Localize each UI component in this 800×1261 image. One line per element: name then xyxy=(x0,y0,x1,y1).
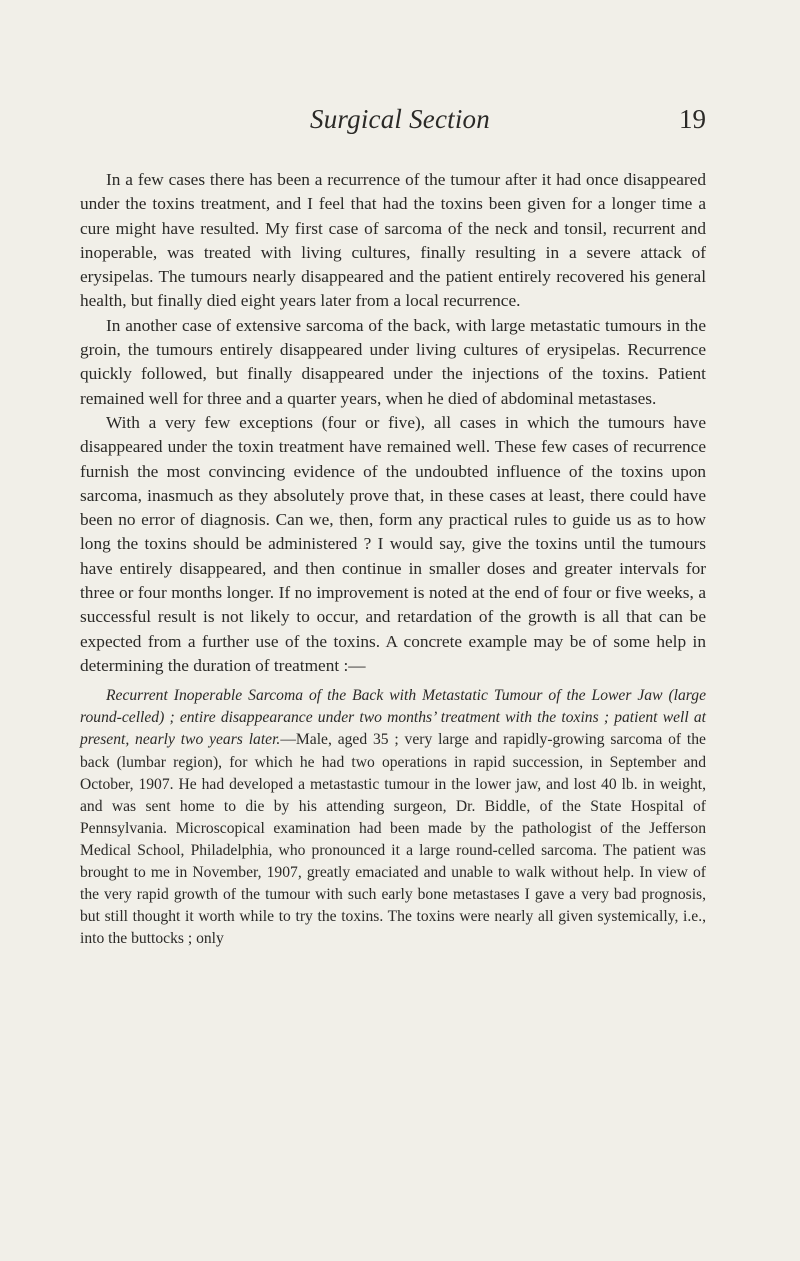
running-head: Surgical Section xyxy=(310,104,490,134)
case-report-heading: Recurrent Inoperable Sarcoma of the Back with Metastatic Tumour of the Lower Jaw (large round-celled) ; entire disappearance under two months’ treatment with the toxins ; patient well at present, nearly two years later. xyxy=(80,687,706,749)
case-report-body: Male, aged 35 ; very large and rapidly-growing sarcoma of the back (lumbar region), for which he had two operations in rapid succession, in September and October, 1907. He had developed a metastastic tumour in the lower jaw, and lost 40 lb. in weight, and was sent home to die by his attending surgeon, Dr. Biddle, of the State Hospital of Pennsylvania. Microscopical examination had been made by the pathologist of the Jefferson Medical School, Philadelphia, who pronounced it a large round-celled sarcoma. The patient was brought to me in November, 1907, greatly emaciated and unable to walk without help. In view of the very rapid growth of the tumour with such early bone metastases I gave a very bad prognosis, but still thought it worth while to try the toxins. The toxins were nearly all given systemically, i.e., into the buttocks ; only xyxy=(80,731,706,948)
paragraph: In another case of extensive sarcoma of the back, with large metastatic tumours in the groin, the tumours entirely disappeared under living cultures of erysipelas. Recurrence quickly followed, but finally disappeared under the injections of the toxins. Patient remained well for three and a quarter years, when he died of abdominal metastases. xyxy=(80,315,706,408)
paragraph: With a very few exceptions (four or five), all cases in which the tumours have disappeared under the toxin treatment have remained well. These few cases of recurrence furnish the most convincing evidence of the undoubted influence of the toxins upon sarcoma, inasmuch as they absolutely prove that, in these cases at least, there could have been no error of diagnosis. Can we, then, form any practical rules to guide us as to how long the toxins should be administered ? I would say, give the toxins until the tumours have entirely disappeared, and then continue in smaller doses and greater intervals for three or four months longer. If no improvement is noted at the end of four or five weeks, a successful result is not likely to occur, and retardation of the growth is all that can be expected from a further use of the toxins. A concrete example may be of some help in determining the duration of treatment :— xyxy=(80,412,706,675)
case-report xyxy=(80,685,706,950)
page-header xyxy=(0,104,800,144)
case-report-text xyxy=(80,685,706,950)
page-number: 19 xyxy=(679,104,706,134)
case-report-separator: — xyxy=(280,731,296,749)
body-text xyxy=(80,168,706,950)
paragraph: In a few cases there has been a recurrence of the tumour after it had once disappeared under the toxins treatment, and I feel that had the toxins been given for a longer time a cure might have resulted. My first case of sarcoma of the neck and tonsil, recurrent and inoperable, was treated with living cultures, finally resulting in a severe attack of erysipelas. The tumours nearly disappeared and the patient entirely recovered his general health, but finally died eight years later from a local recurrence. xyxy=(80,170,706,311)
